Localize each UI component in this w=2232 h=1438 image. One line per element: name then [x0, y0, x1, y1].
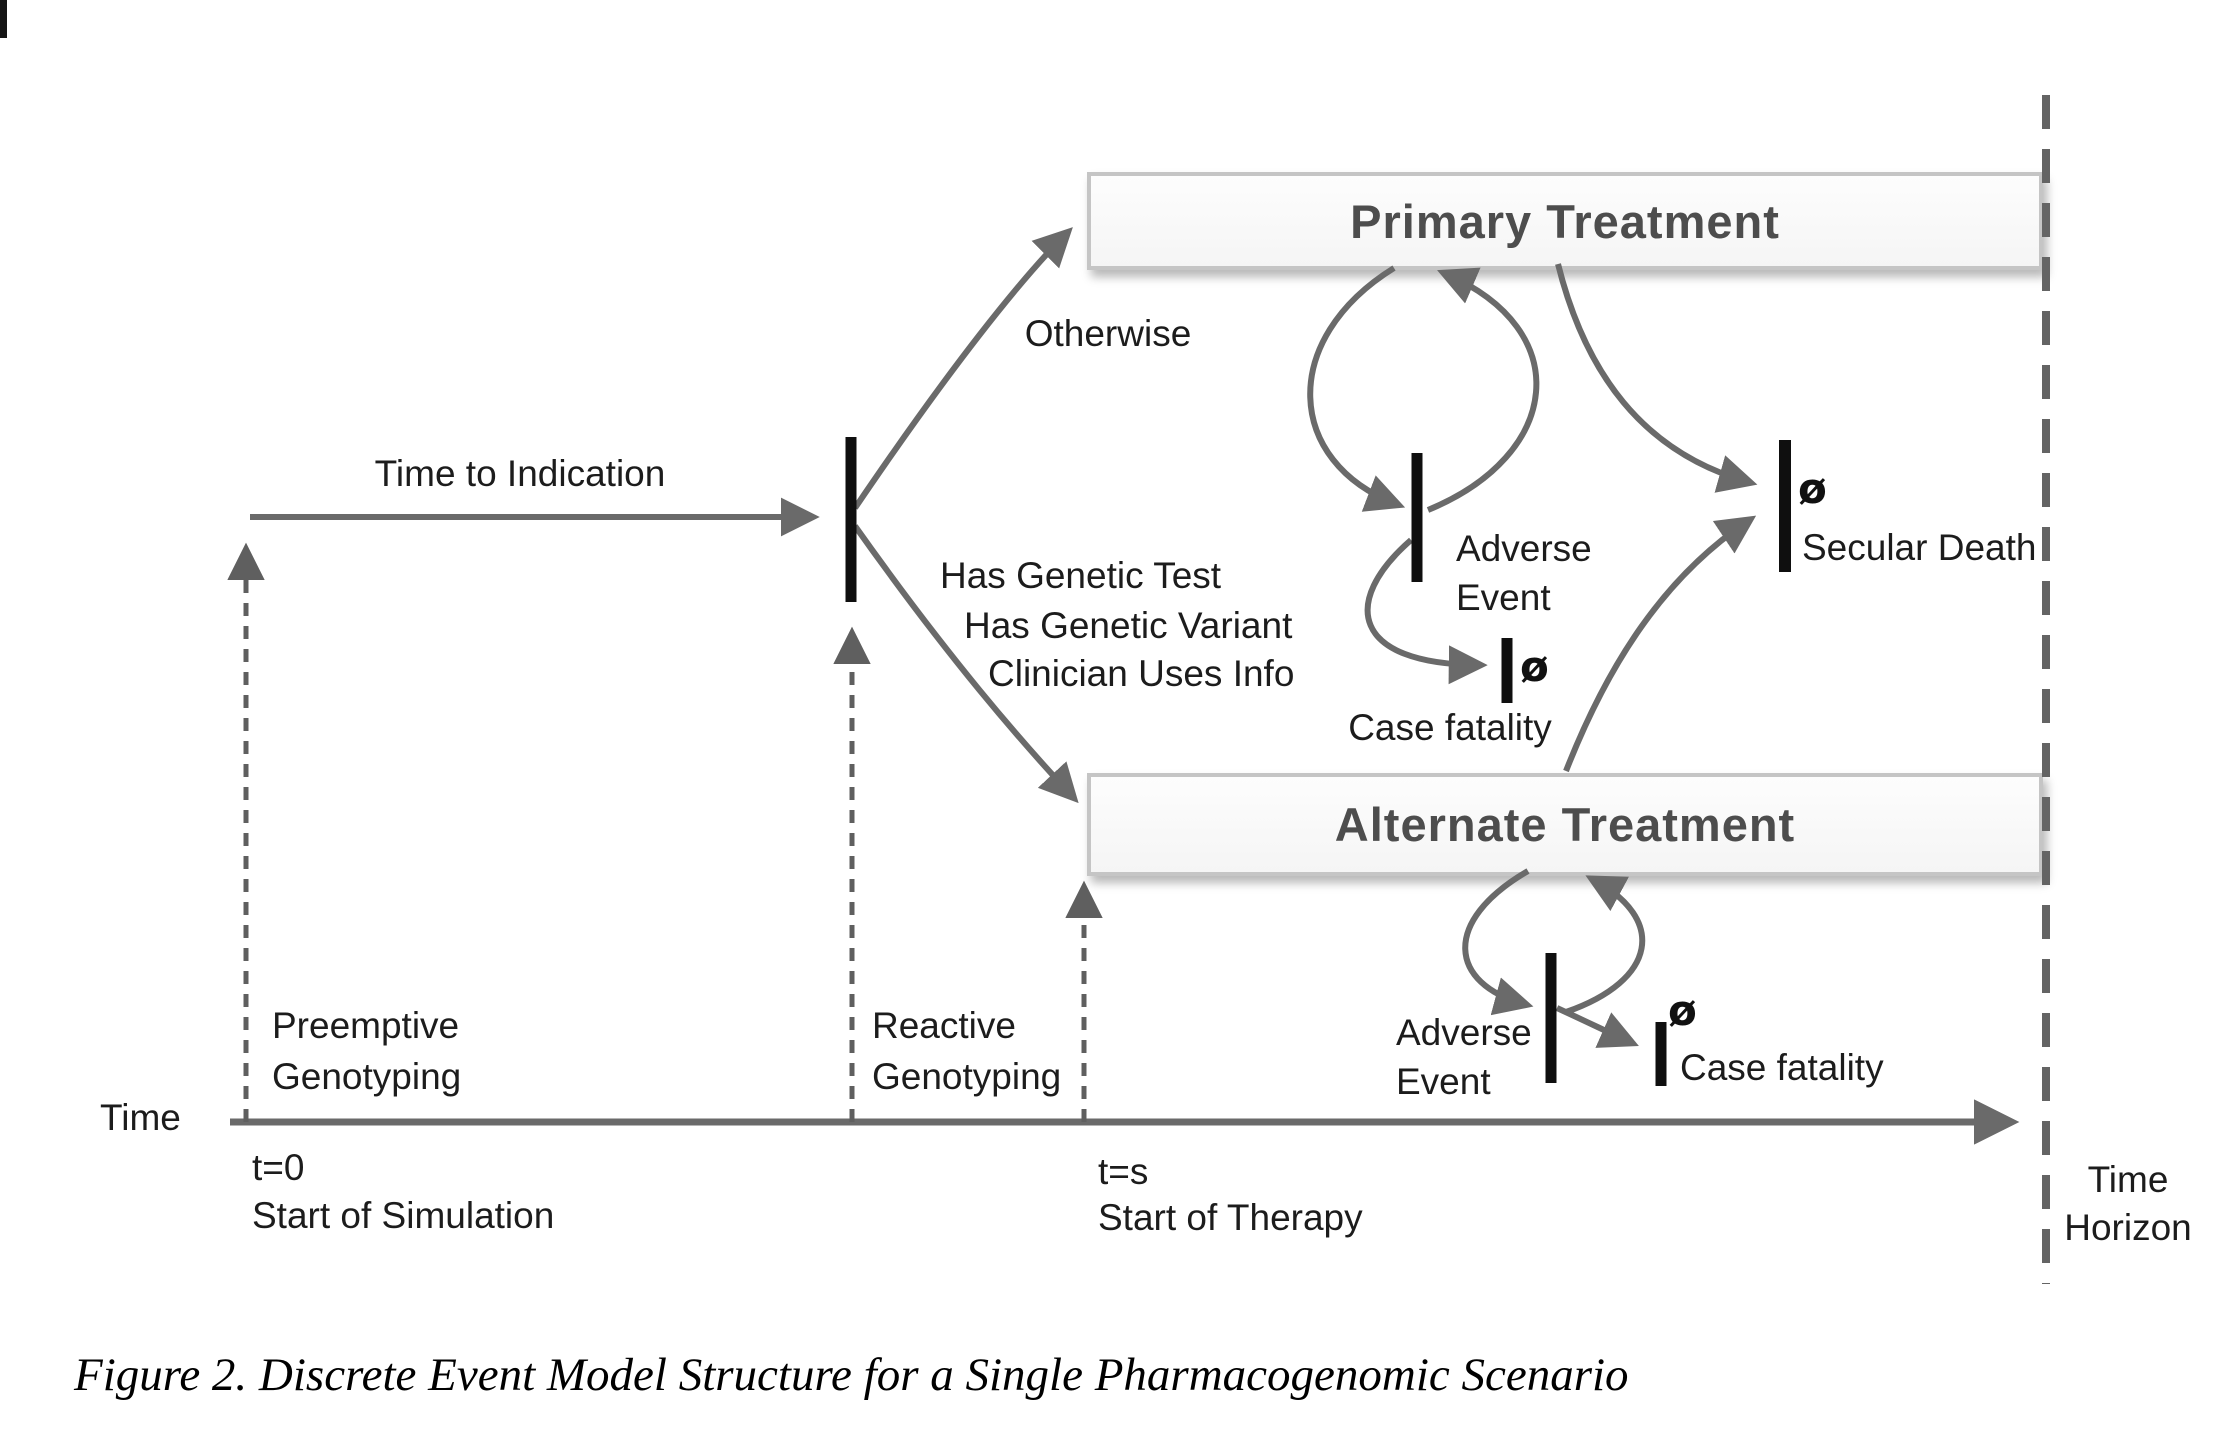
alternate-to-adverse-arc [1465, 871, 1528, 1004]
ts-tick-label: t=s [1098, 1151, 1149, 1192]
otherwise-arrow [855, 234, 1066, 508]
adverse-to-alternate-arc [1566, 880, 1642, 1012]
reactive-genotyping-line1: Reactive [872, 1005, 1016, 1046]
case-fatality-label-alternate: Case fatality [1680, 1047, 1884, 1088]
adverse-event-label-primary-line2: Event [1456, 577, 1551, 618]
start-of-therapy-label: Start of Therapy [1098, 1197, 1363, 1238]
start-of-simulation-label: Start of Simulation [252, 1195, 555, 1236]
time-horizon-line1: Time [2087, 1159, 2169, 1200]
otherwise-label: Otherwise [1024, 313, 1192, 354]
adverse-to-case-fatality-arrow-alternate [1557, 1008, 1630, 1042]
primary-treatment-title: Primary Treatment [1350, 194, 1780, 248]
genetic-condition-line2: Has Genetic Variant [964, 605, 1293, 646]
figure-caption: Figure 2. Discrete Event Model Structure for a Single Pharmacogenomic Scenario [74, 1349, 1629, 1401]
time-to-indication-label: Time to Indication [374, 453, 666, 494]
primary-to-adverse-arc [1310, 268, 1396, 504]
adverse-event-label-alternate-line1: Adverse [1396, 1012, 1532, 1053]
preemptive-genotyping-label [272, 1000, 461, 1102]
time-horizon-label [2064, 1156, 2192, 1252]
null-symbol-case-fatality-alternate: ø [1668, 986, 1697, 1035]
adverse-event-label-primary-line1: Adverse [1456, 528, 1592, 569]
preemptive-genotyping-line1: Preemptive [272, 1005, 460, 1046]
primary-to-secular-death-arrow [1558, 264, 1748, 482]
alternate-to-secular-death-arrow [1566, 521, 1748, 771]
reactive-genotyping-label [872, 1000, 1061, 1102]
scan-artifact-mark [0, 0, 7, 38]
adverse-event-label-alternate-line2: Event [1396, 1061, 1491, 1102]
t0-tick-label: t=0 [252, 1147, 305, 1188]
preemptive-genotyping-line2: Genotyping [272, 1056, 462, 1097]
secular-death-label: Secular Death [1802, 527, 2037, 568]
genetic-condition-line3: Clinician Uses Info [988, 653, 1295, 694]
genetic-condition-line1: Has Genetic Test [940, 555, 1222, 596]
adverse-to-primary-arc [1428, 274, 1536, 510]
time-axis-label: Time [100, 1097, 181, 1138]
null-symbol-case-fatality-primary: ø [1520, 642, 1549, 691]
null-symbol-secular-death: ø [1798, 464, 1827, 513]
reactive-genotyping-line2: Genotyping [872, 1056, 1062, 1097]
adverse-event-label-primary [1456, 524, 1592, 622]
time-horizon-line2: Horizon [2064, 1207, 2192, 1248]
adverse-event-label-alternate [1396, 1008, 1532, 1106]
case-fatality-label-primary: Case fatality [1348, 707, 1552, 748]
alternate-treatment-title: Alternate Treatment [1334, 798, 1796, 851]
